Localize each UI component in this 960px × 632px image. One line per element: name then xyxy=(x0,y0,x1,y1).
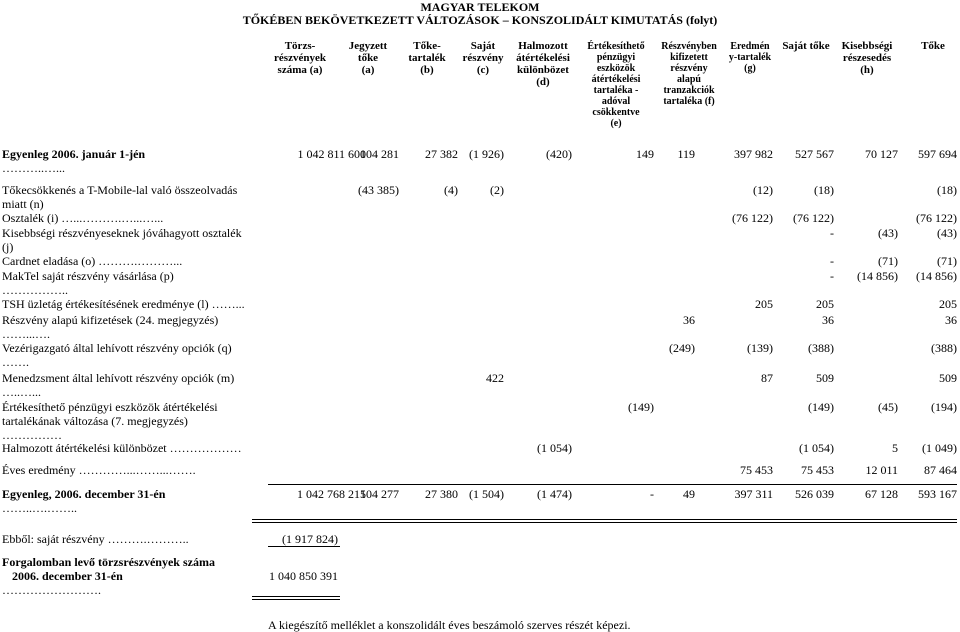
cell-col-7: 75 453 xyxy=(740,463,773,477)
row-label: MakTel saját részvény vásárlása (p) xyxy=(2,269,174,283)
outstanding-shares-label: Forgalomban levő törzsrészvények száma xyxy=(2,555,215,569)
company-name: MAGYAR TELEKOM xyxy=(420,0,540,14)
row-label-continued: …………… xyxy=(2,428,62,442)
outstanding-shares-date: 2006. december 31-én xyxy=(12,569,123,583)
row-label-continued: …..…... xyxy=(2,385,41,399)
cell-col-8: 205 xyxy=(816,297,834,311)
cell-col-6: 119 xyxy=(677,147,695,161)
cell-col-10: 205 xyxy=(939,297,957,311)
total-rule xyxy=(268,484,957,485)
row-label-continued: …………….. xyxy=(2,283,68,297)
cell-col-5: 149 xyxy=(636,147,654,161)
cell-col-10: (71) xyxy=(937,254,957,268)
cell-col-7: 205 xyxy=(755,297,773,311)
cell-col-10: (43) xyxy=(937,226,957,240)
cell-col-8: - xyxy=(830,254,834,268)
row-label-continued: ……. xyxy=(2,355,29,369)
dot-leader: ……………………. xyxy=(2,583,101,597)
row-label-continued: ……...…. xyxy=(2,327,50,341)
col-header-shares: Törzs- részvények száma (a) xyxy=(274,40,326,76)
cell-col-10: (1 049) xyxy=(922,441,957,455)
footnote: A kiegészítő melléklet a konszolidált éves beszámoló szerves részét képezi. xyxy=(268,618,631,632)
cell-col-0: 1 042 811 600 xyxy=(297,147,366,161)
cell-col-6: 36 xyxy=(683,313,695,327)
row-label: Éves eredmény …………...……...……. xyxy=(2,463,196,477)
cell-col-10: 87 464 xyxy=(924,463,957,477)
outstanding-shares-value: 1 040 850 391 xyxy=(269,569,338,583)
cell-col-8: 75 453 xyxy=(801,463,834,477)
cell-col-4: (420) xyxy=(546,147,572,161)
row-label-continued: (j) xyxy=(2,240,14,254)
cell-col-7: 397 982 xyxy=(734,147,773,161)
cell-col-8: (388) xyxy=(808,341,834,355)
cell-col-10: (14 856) xyxy=(916,269,957,283)
cell-col-9: (14 856) xyxy=(857,269,898,283)
cell-col-8: - xyxy=(830,226,834,240)
underline xyxy=(268,546,340,547)
cell-col-3: (1 504) xyxy=(469,487,504,501)
cell-col-10: 36 xyxy=(945,313,957,327)
cell-col-7: (12) xyxy=(753,183,773,197)
cell-col-3: 422 xyxy=(486,371,504,385)
row-label: Egyenleg, 2006. december 31-én xyxy=(2,487,166,501)
col-header-treasury-stock: Saját részvény (c) xyxy=(462,40,504,76)
treasury-shares-value: (1 917 824) xyxy=(282,532,338,546)
cell-col-10: (76 122) xyxy=(916,211,957,225)
cell-col-8: 509 xyxy=(816,371,834,385)
closing-double-rule xyxy=(252,519,957,523)
cell-col-1: (43 385) xyxy=(358,183,399,197)
row-label: Egyenleg 2006. január 1-jén xyxy=(2,147,146,161)
cell-col-4: (1 474) xyxy=(537,487,572,501)
cell-col-5: - xyxy=(650,487,654,501)
cell-col-8: 526 039 xyxy=(795,487,834,501)
row-label: Osztalék (i) …...……….…...…... xyxy=(2,211,164,225)
cell-col-7: 397 311 xyxy=(734,487,773,501)
cell-col-9: (45) xyxy=(878,400,898,414)
cell-col-8: - xyxy=(830,269,834,283)
cell-col-10: 593 167 xyxy=(918,487,957,501)
col-header-capital-reserve: Tőke- tartalék (b) xyxy=(408,40,446,76)
cell-col-9: 5 xyxy=(892,441,898,455)
col-header-total-equity: Tőke xyxy=(921,40,945,52)
row-label: Halmozott átértékelési különbözet ……………… xyxy=(2,441,242,455)
cell-col-8: (149) xyxy=(808,400,834,414)
cell-col-9: 12 011 xyxy=(865,463,898,477)
row-label-continued: tartalékának változása (7. megjegyzés) xyxy=(2,414,188,428)
col-header-equity: Saját tőke xyxy=(782,40,830,52)
row-label: Vezérigazgató által lehívott részvény opciók (q) xyxy=(2,341,232,355)
cell-col-10: (18) xyxy=(937,183,957,197)
cell-col-10: (194) xyxy=(931,400,957,414)
cell-col-5: (149) xyxy=(628,400,654,414)
row-label: Menedzsment által lehívott részvény opciók (m) xyxy=(2,371,235,385)
cell-col-4: (1 054) xyxy=(537,441,572,455)
row-label-continued: ……..….…….. xyxy=(2,501,77,515)
cell-col-9: (43) xyxy=(878,226,898,240)
treasury-shares-label: Ebből: saját részvény ……….……….. xyxy=(2,532,189,546)
col-header-share-based-reserve: Részvényben kifizetett részvény alapú tranzakciók tartaléka (f) xyxy=(661,41,717,107)
col-header-retained-earnings: Eredmén y-tartalék (g) xyxy=(728,41,772,74)
cell-col-9: (71) xyxy=(878,254,898,268)
cell-col-8: 36 xyxy=(822,313,834,327)
col-header-minority-interest: Kisebbségi részesedés (h) xyxy=(841,40,893,76)
cell-col-2: (4) xyxy=(444,183,458,197)
col-header-afs-reserve: Értékesíthető pénzügyi eszközök átértékelési tartaléka - adóval csökkentve (e) xyxy=(587,41,645,129)
cell-col-9: 67 128 xyxy=(865,487,898,501)
row-label: Kisebbségi részvényeseknek jóváhagyott osztalék xyxy=(2,226,242,240)
cell-col-8: (18) xyxy=(814,183,834,197)
row-label: TSH üzletág értékesítésének eredménye (l) ……... xyxy=(2,297,245,311)
col-header-revaluation-diff: Halmozott átértékelési különbözet (d) xyxy=(516,40,570,88)
cell-col-3: (1 926) xyxy=(469,147,504,161)
cell-col-9: 70 127 xyxy=(865,147,898,161)
cell-col-7: 87 xyxy=(761,371,773,385)
dot-leader: ………..…... xyxy=(2,161,65,175)
row-label: Értékesíthető pénzügyi eszközök átértékelési xyxy=(2,400,218,414)
cell-col-0: 1 042 768 215 xyxy=(297,487,366,501)
cell-col-1: 104 277 xyxy=(360,487,399,501)
cell-col-3: (2) xyxy=(490,183,504,197)
cell-col-8: 527 567 xyxy=(795,147,834,161)
row-label: Cardnet eladása (o) ……….………... xyxy=(2,254,183,268)
cell-col-6: (249) xyxy=(669,341,695,355)
cell-col-7: (76 122) xyxy=(732,211,773,225)
cell-col-2: 27 380 xyxy=(425,487,458,501)
cell-col-10: 509 xyxy=(939,371,957,385)
statement-title: TŐKÉBEN BEKÖVETKEZETT VÁLTOZÁSOK – KONSZOLIDÁLT KIMUTATÁS (folyt) xyxy=(242,13,718,27)
cell-col-10: (388) xyxy=(931,341,957,355)
cell-col-10: 597 694 xyxy=(918,147,957,161)
row-label: Tőkecsökkenés a T-Mobile-lal való összeolvadás xyxy=(2,183,238,197)
cell-col-8: (76 122) xyxy=(793,211,834,225)
cell-col-6: 49 xyxy=(683,487,695,501)
cell-col-1: 104 281 xyxy=(360,147,399,161)
cell-col-7: (139) xyxy=(747,341,773,355)
col-header-share-capital: Jegyzett tőke (a) xyxy=(348,40,388,76)
row-label: Részvény alapú kifizetések (24. megjegyzés) xyxy=(2,313,219,327)
double-underline xyxy=(252,596,340,600)
cell-col-2: 27 382 xyxy=(425,147,458,161)
cell-col-8: (1 054) xyxy=(799,441,834,455)
row-label-continued: miatt (n) xyxy=(2,197,44,211)
